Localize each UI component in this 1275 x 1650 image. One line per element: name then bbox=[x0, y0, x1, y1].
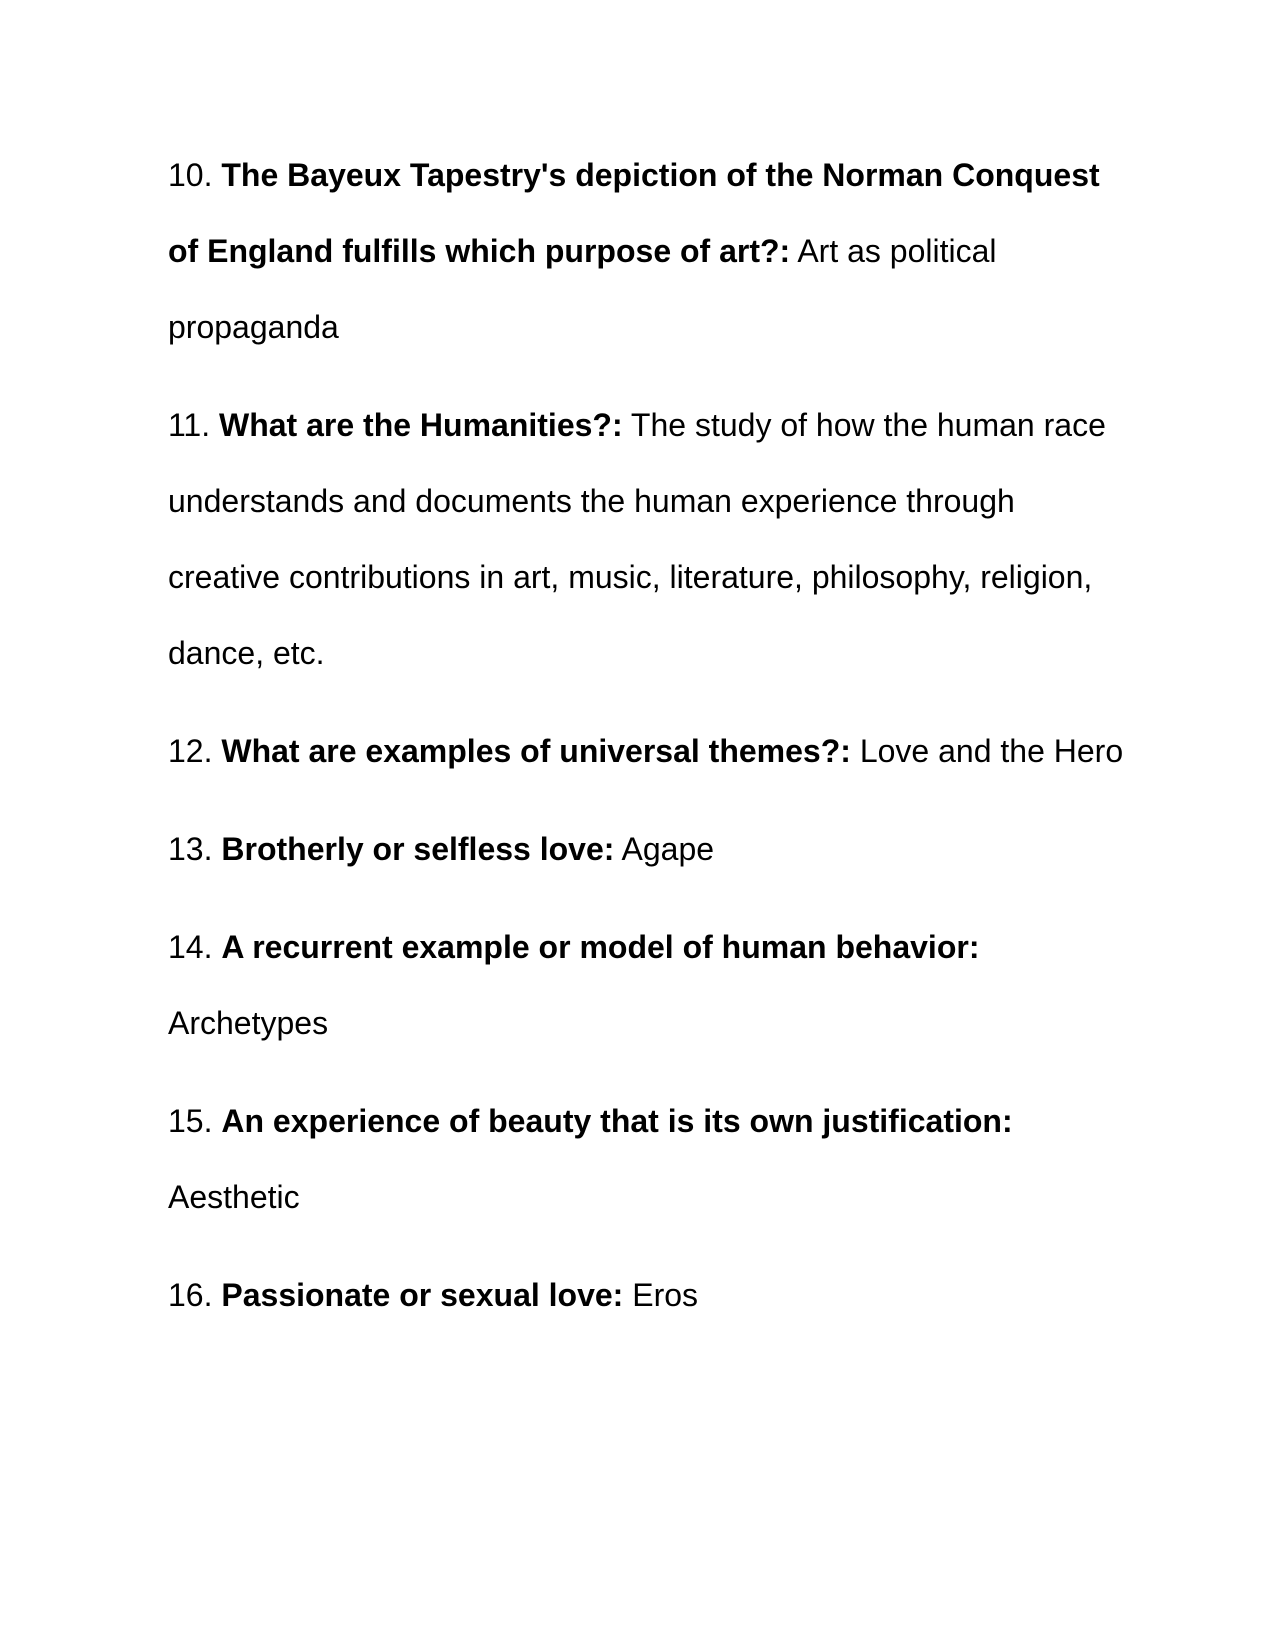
item-answer: The study of how the human race understands and documents the human experience through creative contributions in art, music, literature, philosophy, religion, dance, etc. bbox=[168, 407, 1106, 671]
item-question: The Bayeux Tapestry's depiction of the Norman Conquest of England fulfills which purpose of art?: bbox=[168, 157, 1100, 269]
item-answer: Archetypes bbox=[168, 1005, 329, 1041]
item-question: Passionate or sexual love: bbox=[221, 1277, 624, 1313]
list-item bbox=[168, 1257, 1128, 1333]
item-question: A recurrent example or model of human behavior: bbox=[221, 929, 980, 965]
list-item bbox=[168, 137, 1128, 365]
item-answer: Aesthetic bbox=[168, 1179, 300, 1215]
item-number: 15. bbox=[168, 1103, 213, 1139]
item-answer: Eros bbox=[632, 1277, 699, 1313]
item-number: 16. bbox=[168, 1277, 213, 1313]
question-list bbox=[168, 137, 1128, 1333]
item-number: 11. bbox=[168, 407, 211, 443]
list-item bbox=[168, 811, 1128, 887]
item-number: 10. bbox=[168, 157, 213, 193]
item-number: 12. bbox=[168, 733, 213, 769]
item-answer: Agape bbox=[621, 831, 715, 867]
list-item bbox=[168, 387, 1128, 691]
item-number: 14. bbox=[168, 929, 213, 965]
item-answer: Art as political propaganda bbox=[168, 233, 997, 345]
list-item bbox=[168, 909, 1128, 1061]
list-item bbox=[168, 713, 1128, 789]
item-number: 13. bbox=[168, 831, 213, 867]
item-question: What are the Humanities?: bbox=[219, 407, 623, 443]
item-question: An experience of beauty that is its own justification: bbox=[221, 1103, 1013, 1139]
item-question: Brotherly or selfless love: bbox=[221, 831, 615, 867]
item-question: What are examples of universal themes?: bbox=[221, 733, 851, 769]
list-item bbox=[168, 1083, 1128, 1235]
item-answer: Love and the Hero bbox=[859, 733, 1124, 769]
